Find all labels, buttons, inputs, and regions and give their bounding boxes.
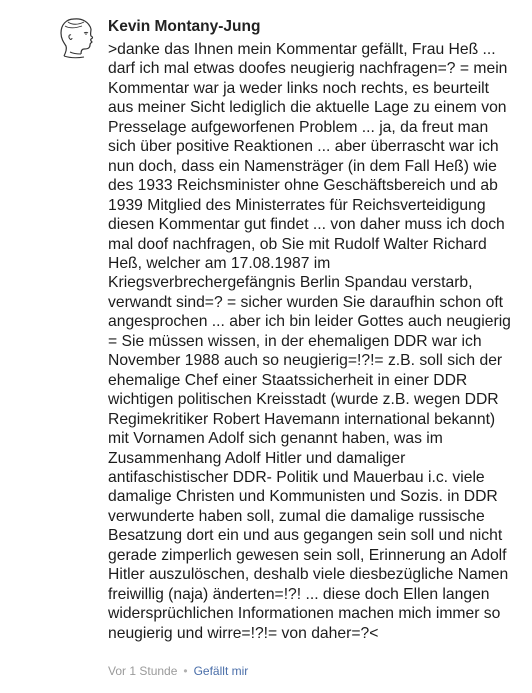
comment-body-line: damalige Christen und Kommunisten und Sozis. in DDR xyxy=(108,488,498,506)
comment-body-line: Zusammenhang Adolf Hitler und damaliger xyxy=(108,449,406,467)
comment-body-line: gerade zimperlich gewesen sein soll, Erinnerung an Adolf xyxy=(108,546,507,564)
comment-body-line: darf ich mal etwas doofes neugierig nachfragen=? = mein xyxy=(108,60,508,78)
comment-body-line: Besatzung dort ein und aus gegangen sein soll und nicht xyxy=(108,527,503,545)
comment-meta xyxy=(108,664,248,678)
comment-body-line: mit Vornamen Adolf sich genannt haben, was im xyxy=(108,430,443,448)
comment-body-line: 1939 Mitglied des Ministerrates für Reichsverteidigung xyxy=(108,196,486,214)
comment-body-line: Regimekritiker Robert Havemann international bekannt) xyxy=(108,410,496,428)
comment-body-line: wichtigen politischen Kreisstadt (wurde z.B. wegen DDR xyxy=(108,391,499,409)
comment-body-line: verwandt sind=? = sicher wurden Sie daraufhin schon oft xyxy=(108,293,504,311)
comment-body-line: Hitler auszulöschen, deshalb viele diesbezügliche Namen xyxy=(108,566,509,584)
comment-body-line: aus meiner Sicht lediglich die aktuelle Lage zu einem von xyxy=(108,99,507,117)
comment-body-line: November 1988 auch so neugierig=!?!= z.B. soll sich der xyxy=(108,352,503,370)
comment-body-line: freiwillig (naja) änderten=!?! ... diese doch Ellen langen xyxy=(108,585,490,603)
comment-body-line: Heß, welcher am 17.08.1987 im xyxy=(108,254,331,272)
like-button[interactable]: Gefällt mir xyxy=(193,664,249,678)
sketch-face-avatar-icon[interactable] xyxy=(56,16,96,60)
comment-body-line: des 1933 Reichsminister ohne Geschäftsbereich und ab xyxy=(108,177,498,195)
meta-separator: • xyxy=(183,664,188,678)
comment-body-line: widersprüchlichen Informationen machen mich immer so xyxy=(108,605,501,623)
comment-body-line: neugierig und wirre=!?!= von daher=?< xyxy=(108,624,379,642)
comment-timestamp: Vor 1 Stunde xyxy=(108,664,178,678)
comment-body-line: sich über positive Reaktionen ... aber überrascht war ich xyxy=(108,138,499,156)
comment-body-line: diesen Kommentar gut findet ... von daher muss ich doch xyxy=(108,216,505,234)
comment-body-line: verwunderte haben soll, zumal die damalige russische xyxy=(108,507,485,525)
sketch-face-avatar-icon-graphic xyxy=(56,16,96,60)
comment-body-line: >danke das Ihnen mein Kommentar gefällt, Frau Heß ... xyxy=(108,41,496,58)
comment-body-line: antifaschistischer DDR- Politik und Mauerbau i.c. viele xyxy=(108,468,485,486)
comment-body-line: ehemalige Chef einer Staatssicherheit in einer DDR xyxy=(108,371,468,389)
comment-body-line: Kriegsverbrechergefängnis Berlin Spandau verstarb, xyxy=(108,274,473,292)
comment-body-line: nun doch, dass ein Namensträger (in dem Fall Heß) wie xyxy=(108,157,497,175)
comment-body-line: Kommentar war ja weder links noch rechts, es beurteilt xyxy=(108,79,490,97)
comment-body-line: angesprochen ... aber ich bin leider Gottes auch neugierig xyxy=(108,313,511,331)
comment-body-line: Presselage aufgeworfenen Problem ... ja, da freut man xyxy=(108,118,489,136)
comment-author-name[interactable]: Kevin Montany-Jung xyxy=(108,18,261,35)
comment-body-line: mal doof nachfragen, ob Sie mit Rudolf Walter Richard xyxy=(108,235,487,253)
comment-body-line: = Sie müssen wissen, in der ehemaligen DDR war ich xyxy=(108,332,482,350)
comment-body xyxy=(108,40,526,643)
